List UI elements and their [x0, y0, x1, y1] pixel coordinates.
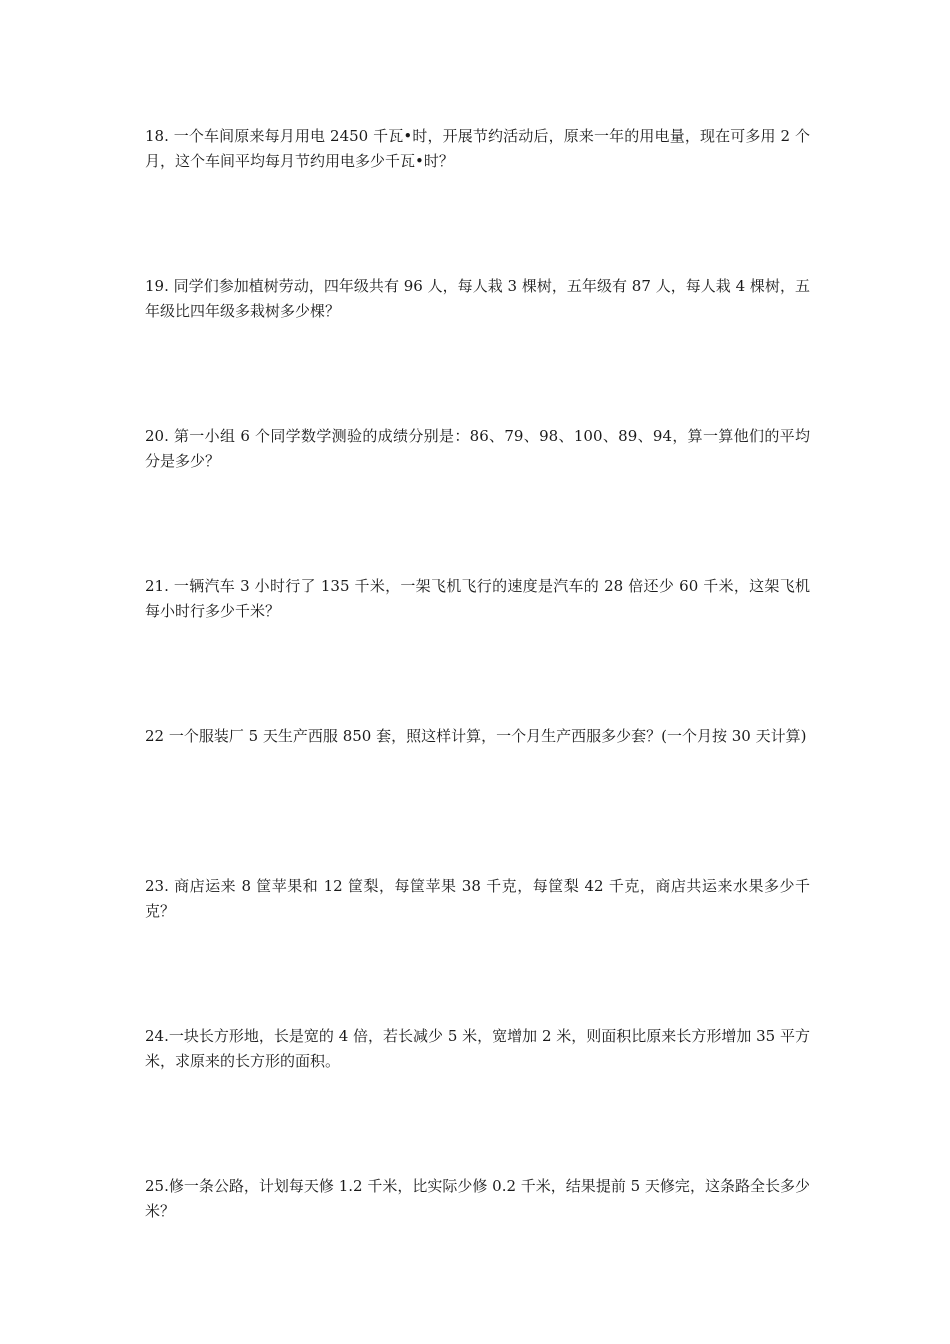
- problem-text: 24.一块长方形地，长是宽的 4 倍，若长减少 5 米，宽增加 2 米，则面积比原来长方形增加 35 平方米，求原来的长方形的面积。: [145, 1027, 810, 1070]
- problem-text: 21. 一辆汽车 3 小时行了 135 千米，一架飞机飞行的速度是汽车的 28 倍还少 60 千米，这架飞机每小时行多少千米？: [145, 577, 810, 620]
- problem-24: [145, 1024, 810, 1074]
- problem-25: [145, 1174, 810, 1224]
- problem-22: [145, 724, 810, 749]
- problem-text: 22 一个服装厂 5 天生产西服 850 套，照这样计算，一个月生产西服多少套？(一个月按 30 天计算): [145, 727, 807, 745]
- problem-text: 25.修一条公路，计划每天修 1.2 千米，比实际少修 0.2 千米，结果提前 5 天修完，这条路全长多少米？: [145, 1177, 810, 1220]
- problem-20: [145, 424, 810, 474]
- problem-21: [145, 574, 810, 624]
- problem-text: 23. 商店运来 8 筐苹果和 12 筐梨，每筐苹果 38 千克，每筐梨 42 千克，商店共运来水果多少千克？: [145, 877, 810, 920]
- problem-text: 20. 第一小组 6 个同学数学测验的成绩分别是：86、79、98、100、89、94，算一算他们的平均分是多少？: [145, 427, 810, 470]
- problem-text: 19. 同学们参加植树劳动，四年级共有 96 人，每人栽 3 棵树，五年级有 87 人，每人栽 4 棵树，五年级比四年级多栽树多少棵？: [145, 277, 810, 320]
- problem-23: [145, 874, 810, 924]
- problem-text: 18. 一个车间原来每月用电 2450 千瓦•时，开展节约活动后，原来一年的用电量，现在可多用 2 个月，这个车间平均每月节约用电多少千瓦•时？: [145, 127, 810, 170]
- problem-18: [145, 124, 810, 174]
- problem-19: [145, 274, 810, 324]
